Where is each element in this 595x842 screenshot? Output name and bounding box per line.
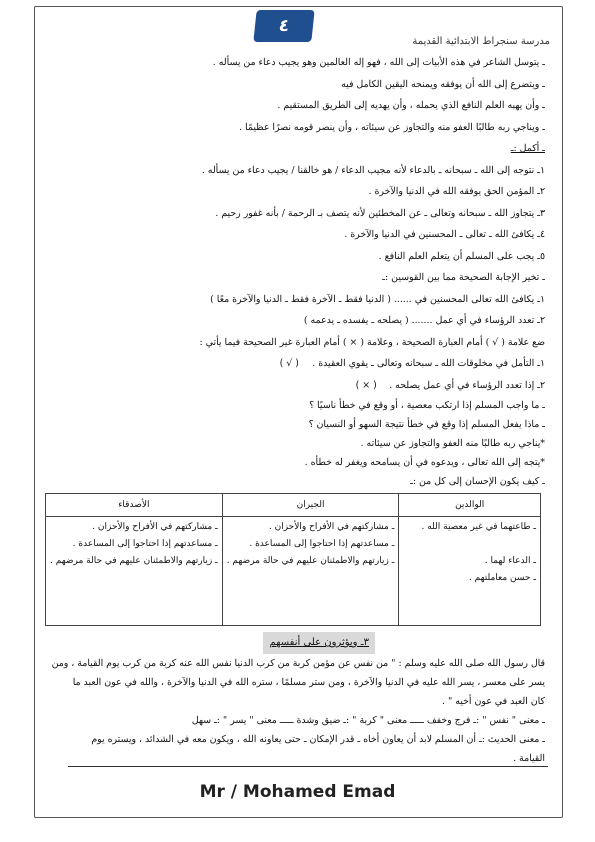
statement: ٢ـ إذا تعدد الرؤساء في أي عمل يصلحه . (389, 379, 545, 391)
text-line: ٢ـ المؤمن الحق يوفقه الله في الدنيا والآخرة . (368, 186, 545, 197)
section-heading: ضع علامة ( √ ) أمام العبارة الصحيحة ، وعلامة ( × ) أمام العبارة غير الصحيحة فيما يأتي : (199, 336, 545, 348)
meanings-line: ـ معنى " نفس " :ـ فرج وخفف ـــــ معنى " كربة " :ـ ضيق وشدة ـــــ معنى " يسر " :ـ سهل (191, 714, 545, 726)
table-header-neighbors: الجيران (222, 494, 399, 517)
text-line (40, 353, 545, 375)
text-line: *يناجي ربه طالبًا منه العفو والتجاوز عن سيئاته . (360, 438, 545, 449)
hadith-line: قال رسول الله صلى الله عليه وسلم : " من نفس عن مؤمن كربة من كرب الدنيا نفس الله عنه كربة من كرب يوم القيامة ، ومن (51, 657, 545, 669)
cell-item: ـ طاعتهما في غير معصية الله . (421, 522, 536, 532)
cell-item: ـ مشاركتهم في الأفراح والأحزان . (92, 522, 218, 532)
text-line: ١ـ يكافئ الله تعالى المحسنين في ...... ( الدنيا فقط ـ الآخرة فقط ـ الدنيا والآخرة معًا ) (210, 293, 545, 305)
table-cell-friends (46, 517, 223, 626)
text-line: ـ ماذا يفعل المسلم إذا وقع في خطأ نتيجة السهو أو النسيان ؟ (308, 419, 545, 430)
school-name: مدرسة سنجراط الابتدائية القديمة (412, 36, 550, 47)
cell-item: ـ مشاركتهم في الأفراح والأحزان . (268, 522, 395, 532)
cell-item: ـ زيارتهم والاطمئنان عليهم في حالة مرضهم . (50, 556, 218, 566)
section-heading: ـ تخير الإجابة الصحيحة مما بين القوسين :ـ (382, 272, 545, 283)
text-line: ـ ويتضرع إلى الله أن يوفقه ويمنحه اليقين الكامل فيه (341, 78, 545, 90)
hadith-line: كان العبد في عون أخيه " . (442, 695, 545, 707)
main-content (40, 52, 545, 768)
text-line: ٢ـ تعدد الرؤساء في أي عمل ....... ( يصلحه ـ يفسده ـ يدعمه ) (303, 315, 545, 326)
text-line: ١ـ نتوجه إلى الله ـ سبحانه ـ بالدعاء لأنه مجيب الدعاء / هو خالقنا / يجيب دعاء من يسأله . (201, 164, 545, 176)
author-footer: Mr / Mohamed Emad (199, 782, 396, 802)
footer-divider (68, 766, 548, 767)
cell-item: ـ مساعدتهم إذا احتاجوا إلى المساعدة . (72, 539, 218, 549)
table-header-parents: الوالدين (399, 494, 541, 517)
table-cell-neighbors (222, 517, 399, 626)
text-line: *يتجه إلى الله تعالى ، ويدعوه في أن يسامحه ويغفر له خطأه . (304, 457, 545, 468)
table-header-friends: الأصدقاء (46, 494, 223, 517)
section-heading: ـ أكمل :ـ (510, 143, 545, 154)
cell-item: ـ حسن معاملتهم . (468, 573, 536, 583)
text-line: ٣ـ يتجاوز الله ـ سبحانه وتعالى ـ عن المخطئين لأنه يتصف بـ الرحمة / بأنه غفور رحيم . (215, 207, 545, 219)
text-line: ـ يتوسل الشاعر في هذه الأبيات إلى الله ، فهو إله العالمين وهو يجيب دعاء من يسأله . (212, 57, 545, 68)
cell-item (403, 536, 536, 553)
cross-mark: ( × ) (355, 379, 377, 391)
cell-item: ـ الدعاء لهما . (484, 556, 536, 566)
hadith-meaning-line: القيامة . (513, 752, 545, 764)
statement: ١ـ التأمل في مخلوقات الله ـ سبحانه وتعالى ـ يقوي العقيدة . (312, 358, 545, 369)
hadith-meaning-line: ـ معنى الحديث :ـ أن المسلم لابد أن يعاون أخاه ـ قدر الإمكان ـ حتى يعاونه الله ، ويكون معه في الشدائد ، ويستره يوم (91, 733, 545, 745)
text-line: ـ ويناجي ربه طالبًا العفو منه والتجاوز عن سيئاته ، وأن ينصر قومه نصرًا عظيمًا . (239, 121, 545, 133)
section-3-row (40, 632, 545, 654)
check-mark: ( √ ) (279, 358, 299, 369)
text-line: ـ وأن يهبه العلم النافع الذي يحمله ، وأن يهديه إلى الطريق المستقيم . (277, 100, 545, 111)
table-cell-parents (399, 517, 541, 626)
section-3-title: ٣ـ ويؤثرون على أنفسهم (263, 632, 375, 654)
page-number-badge: ٤ (253, 10, 314, 42)
text-line: ـ ما واجب المسلم إذا ارتكب معصية ، أو وقع في خطأ ناسيًا ؟ (309, 400, 545, 411)
section-heading: ـ كيف يكون الإحسان إلى كل من :ـ (410, 476, 545, 487)
text-line (40, 375, 545, 397)
kindness-table (45, 493, 541, 626)
text-line: ٤ـ يكافئ الله ـ تعالى ـ المحسنين في الدنيا والآخرة . (344, 229, 545, 240)
text-line: ٥ـ يجب على المسلم أن يتعلم العلم النافع . (378, 250, 545, 262)
cell-item: ـ مساعدتهم إذا احتاجوا إلى المساعدة . (249, 539, 395, 549)
cell-item: ـ زيارتهم والاطمئنان عليهم في حالة مرضهم . (226, 556, 395, 566)
hadith-line: يسر على معسر ، يسر الله عليه في الدنيا والآخرة ، ومن ستر مسلمًا ، ستره الله في الدنيا والآخرة ، والله في عون العبد ما (72, 676, 545, 688)
